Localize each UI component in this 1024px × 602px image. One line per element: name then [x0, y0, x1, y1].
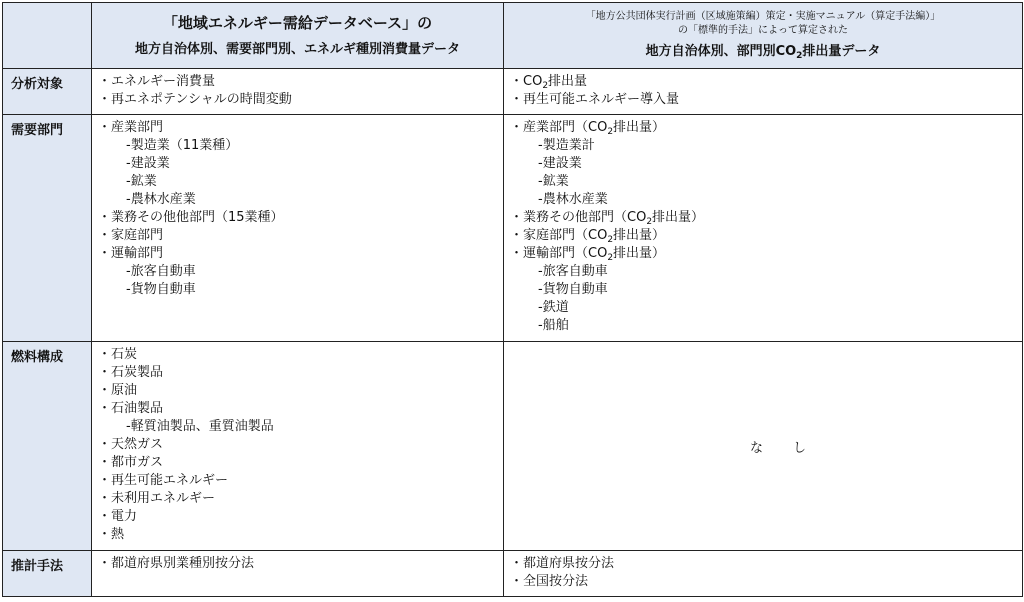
- list-item: -旅客自動車: [538, 264, 608, 279]
- list-item: -軽質油製品、重質油製品: [126, 419, 274, 434]
- list-item: -製造業（11業種）: [126, 138, 239, 153]
- list-item: -農林水産業: [538, 192, 608, 207]
- list-item: ・運輸部門: [98, 246, 164, 261]
- list-item: ・産業部門（$CO_2$排出量）: [510, 120, 666, 137]
- row-method: [3, 551, 1023, 597]
- list-item: ・家庭部門（$CO_2$排出量）: [510, 228, 666, 245]
- none-text-a: な: [749, 440, 763, 456]
- none-text-b: し: [793, 440, 807, 456]
- list-item: ・業務その他部門（$CO_2$排出量）: [510, 210, 705, 227]
- method-right-cell: [504, 551, 1023, 597]
- fuel-right-cell: [504, 342, 1023, 551]
- list-item: ・再生可能エネルギー: [98, 473, 229, 488]
- list-item: ・都道府県別業種別按分法: [98, 556, 255, 571]
- row-label-method: 推計手法: [3, 551, 92, 597]
- list-item: ・再生可能エネルギー導入量: [510, 92, 680, 107]
- list-item: -貨物自動車: [126, 282, 196, 297]
- row-label-demand: 需要部門: [3, 115, 92, 342]
- list-item: ・未利用エネルギー: [98, 491, 216, 506]
- list-item: ・$CO_2$排出量: [510, 74, 588, 91]
- header-right-line2: の「標準的手法」によって算定された: [678, 24, 848, 36]
- list-item: -鉱業: [538, 174, 569, 189]
- list-item: ・産業部門: [98, 120, 164, 135]
- list-item: ・天然ガス: [98, 437, 164, 452]
- header-right-line1: 「地方公共団体実行計画（区域施策編）策定・実施マニュアル（算定手法編）」: [585, 10, 941, 22]
- list-item: ・エネルギー消費量: [98, 74, 216, 89]
- header-left: [92, 3, 504, 69]
- list-item: ・原油: [98, 383, 138, 398]
- list-item: ・電力: [98, 509, 138, 524]
- header-left-title: 「地域エネルギー需給データベース」の: [162, 13, 433, 32]
- row-label-fuel: 燃料構成: [3, 342, 92, 551]
- list-item: -農林水産業: [126, 192, 196, 207]
- list-item: ・石炭: [98, 347, 138, 362]
- analysis-right-cell: [504, 69, 1023, 115]
- list-item: ・石油製品: [98, 401, 164, 416]
- header-right-title: 地方自治体別、部門別$CO_2$排出量データ: [645, 43, 881, 61]
- list-item: -貨物自動車: [538, 282, 608, 297]
- header-row: [3, 3, 1023, 69]
- list-item: ・運輸部門（$CO_2$排出量）: [510, 246, 666, 263]
- row-demand: [3, 115, 1023, 342]
- header-left-subtitle: 地方自治体別、需要部門別、エネルギ種別消費量データ: [134, 41, 460, 57]
- row-label-analysis: 分析対象: [3, 69, 92, 115]
- list-item: -船舶: [538, 318, 569, 333]
- list-item: ・熱: [98, 527, 125, 542]
- list-item: -鉄道: [538, 300, 569, 315]
- list-item: ・全国按分法: [510, 574, 589, 589]
- list-item: ・都道府県按分法: [510, 556, 615, 571]
- demand-right-cell: [504, 115, 1023, 342]
- row-analysis: [3, 69, 1023, 115]
- list-item: -製造業計: [538, 138, 595, 153]
- list-item: ・業務その他他部門（15業種）: [98, 210, 284, 225]
- list-item: ・都市ガス: [98, 455, 164, 470]
- list-item: ・石炭製品: [98, 365, 164, 380]
- corner-cell: [3, 3, 92, 69]
- list-item: ・再エネポテンシャルの時間変動: [98, 92, 292, 107]
- method-left-cell: [92, 551, 504, 597]
- list-item: -旅客自動車: [126, 264, 196, 279]
- demand-left-cell: [92, 115, 504, 342]
- comparison-table: [2, 2, 1023, 597]
- header-right: [504, 3, 1023, 69]
- fuel-left-cell: [92, 342, 504, 551]
- list-item: ・家庭部門: [98, 228, 164, 243]
- list-item: -建設業: [126, 156, 170, 171]
- row-fuel: [3, 342, 1023, 551]
- list-item: -鉱業: [126, 174, 157, 189]
- analysis-left-cell: [92, 69, 504, 115]
- list-item: -建設業: [538, 156, 582, 171]
